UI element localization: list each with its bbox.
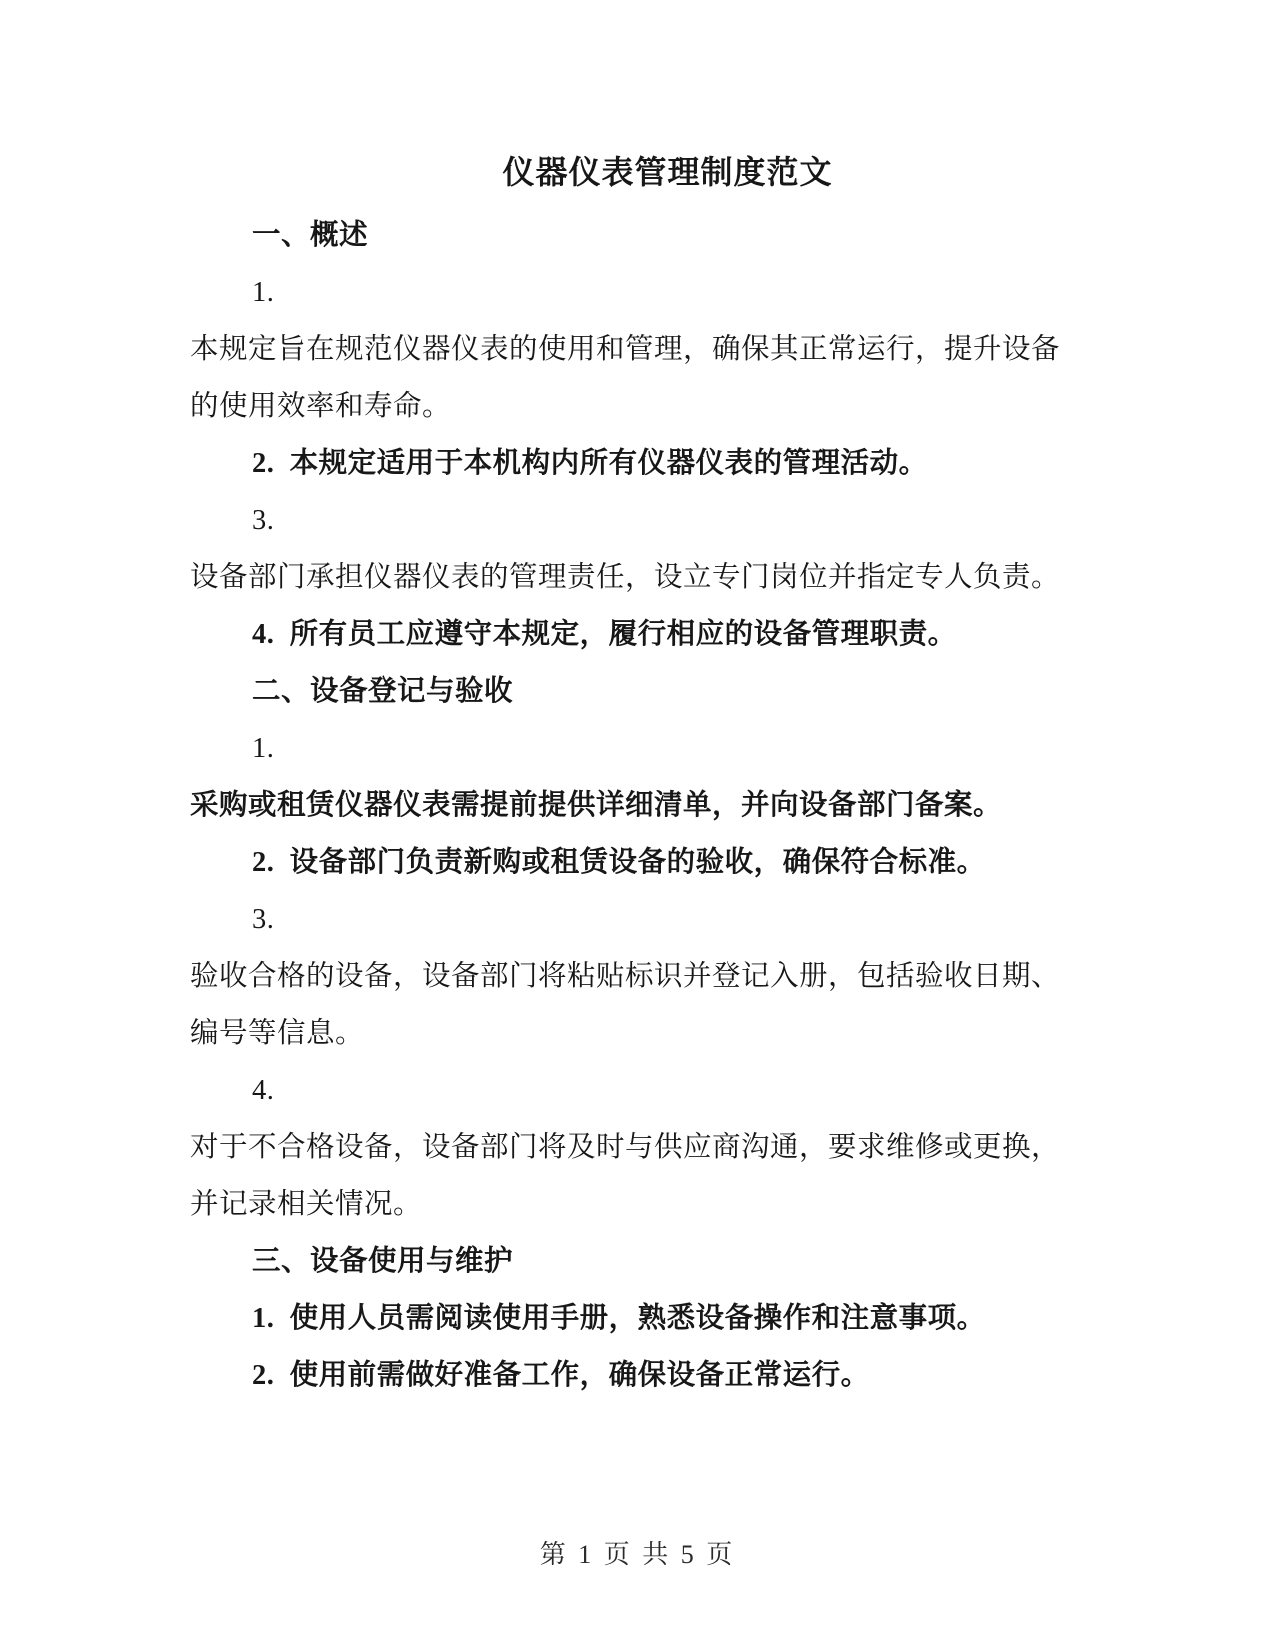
- page-number: 第 1 页 共 5 页: [539, 1540, 736, 1569]
- text-line: 4. 所有员工应遵守本规定，履行相应的设备管理职责。: [252, 619, 957, 650]
- text-line: 编号等信息。: [190, 1018, 365, 1049]
- text-line: 1.: [252, 277, 275, 308]
- text-line: 3.: [252, 505, 275, 536]
- text-line: 2. 使用前需做好准备工作，确保设备正常运行。: [252, 1360, 870, 1391]
- page-title: 仪器仪表管理制度范文: [502, 154, 833, 190]
- text-line: 一、概述: [252, 220, 369, 251]
- text-line: 2. 本规定适用于本机构内所有仪器仪表的管理活动。: [252, 448, 928, 479]
- text-line: 三、设备使用与维护: [252, 1246, 514, 1277]
- text-line: 并记录相关情况。: [190, 1189, 423, 1220]
- text-line: 二、设备登记与验收: [252, 676, 514, 707]
- text-line: 设备部门承担仪器仪表的管理责任，设立专门岗位并指定专人负责。: [190, 562, 1061, 593]
- text-line: 1.: [252, 733, 275, 764]
- text-line: 的使用效率和寿命。: [190, 391, 452, 422]
- text-line: 1. 使用人员需阅读使用手册，熟悉设备操作和注意事项。: [252, 1303, 986, 1334]
- text-line: 本规定旨在规范仪器仪表的使用和管理，确保其正常运行，提升设备: [190, 334, 1061, 365]
- text-line: 4.: [252, 1075, 275, 1106]
- text-line: 2. 设备部门负责新购或租赁设备的验收，确保符合标准。: [252, 847, 986, 878]
- text-line: 3.: [252, 904, 275, 935]
- document-lines: [190, 207, 1061, 1404]
- text-line: 采购或租赁仪器仪表需提前提供详细清单，并向设备部门备案。: [190, 790, 1003, 821]
- text-line: 验收合格的设备，设备部门将粘贴标识并登记入册，包括验收日期、: [190, 961, 1061, 992]
- text-line: 对于不合格设备，设备部门将及时与供应商沟通，要求维修或更换，: [190, 1132, 1061, 1163]
